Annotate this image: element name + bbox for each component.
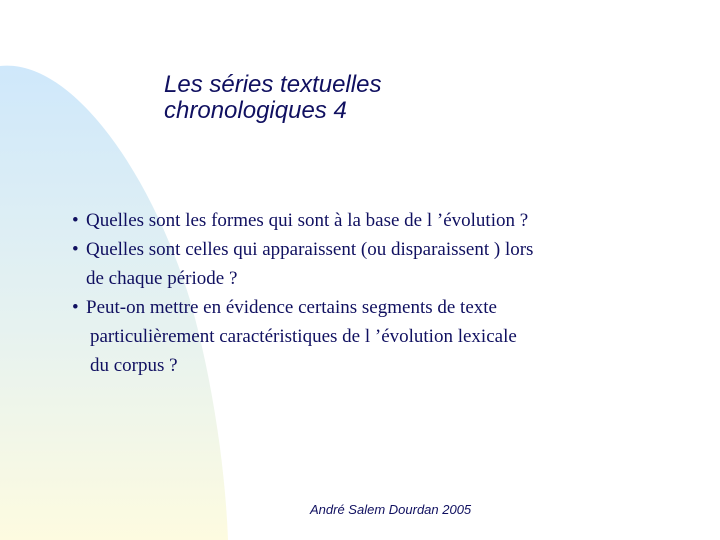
bullet-continuation: particulièrement caractéristiques de l ’évolution lexicale [90,326,517,347]
slide-footer: André Salem Dourdan 2005 [310,502,472,517]
bullet-item-2 [72,235,672,293]
bullet-line [72,206,672,235]
title-line-2: chronologiques 4 [164,97,347,124]
bullet-icon: • [72,239,79,260]
title-line-1: Les séries textuelles [164,71,382,98]
bullet-continuation: du corpus ? [90,355,178,376]
bullet-item-1 [72,206,672,235]
bullet-icon: • [72,297,79,318]
bullet-line [72,293,672,322]
bullet-item-3 [72,293,672,380]
bullet-text: Peut-on mettre en évidence certains segments de texte [86,297,497,318]
bullet-continuation: de chaque période ? [86,268,238,289]
bullet-icon: • [72,210,79,231]
bullet-list [72,206,672,380]
bullet-line [72,235,672,264]
slide-title [164,72,381,124]
bullet-text: Quelles sont celles qui apparaissent (ou disparaissent ) lors [86,239,534,260]
bullet-text: Quelles sont les formes qui sont à la base de l ’évolution ? [86,210,529,231]
